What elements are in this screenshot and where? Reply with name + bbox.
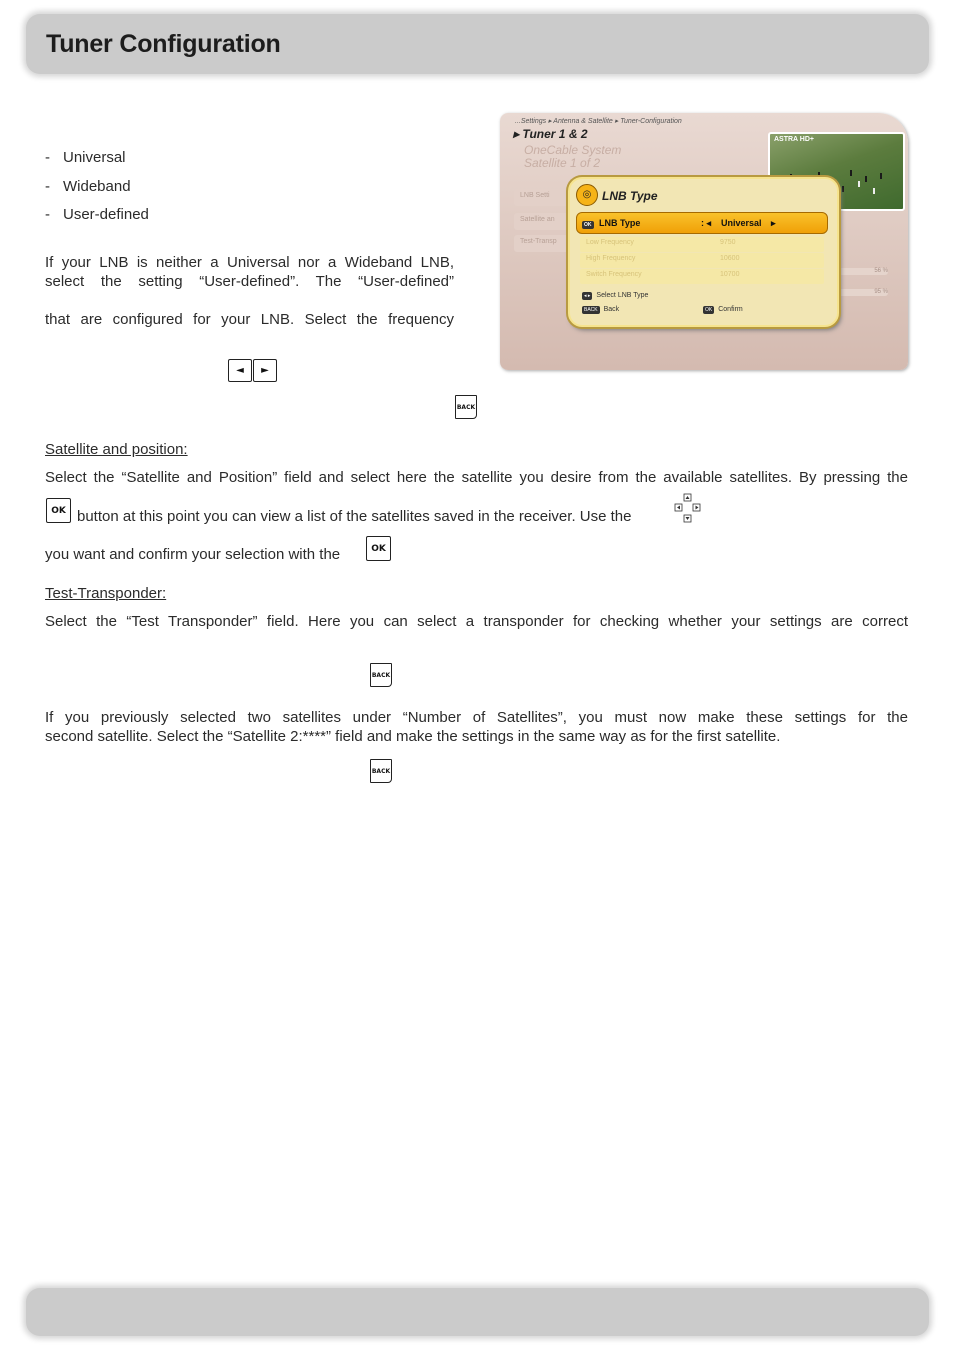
back-key-icon: BACK	[370, 759, 392, 783]
lnb-type-popup	[568, 177, 839, 327]
screenshot-menu-item: Test-Transp	[514, 235, 574, 252]
popup-title: LNB Type	[602, 189, 658, 203]
back-key-icon: BACK	[455, 395, 477, 419]
arrow-keys-icon: ◂ ▸	[584, 293, 591, 299]
hint-select: ◂ ▸ Select LNB Type	[584, 292, 649, 299]
screenshot-heading: ▸ Tuner 1 & 2	[513, 127, 588, 141]
switch-frequency-row: Switch Frequency 10700	[580, 269, 824, 284]
screenshot-menu-item: LNB Setti	[514, 189, 574, 206]
signal-strength-bar: 56 %	[838, 268, 888, 275]
low-frequency-row: Low Frequency 9750	[580, 237, 824, 252]
list-item: - User-defined	[45, 206, 149, 223]
back-badge-icon: BACK	[584, 307, 598, 313]
header-bar	[26, 14, 929, 74]
paragraph-line: that are configured for your LNB. Select the frequency	[45, 311, 454, 328]
satellite-dish-icon: ◎	[576, 184, 598, 206]
lnb-type-value: Universal	[721, 218, 762, 228]
paragraph-line: If you previously selected two satellites under “Number of Satellites”, you must now make these settings for the	[45, 709, 908, 726]
paragraph-line: Select the “Test Transponder” field. Here you can select a transponder for checking whether your settings are correct	[45, 613, 908, 630]
paragraph-line: Select the “Satellite and Position” field and select here the satellite you desire from the available satellites. By pressing the	[45, 469, 908, 486]
back-key-icon: BACK	[370, 663, 392, 687]
ok-key-icon: OK	[366, 536, 391, 561]
lnb-type-label: LNB Type	[599, 218, 641, 228]
high-frequency-row: High Frequency 10600	[580, 253, 824, 268]
screenshot-menu-item: Satellite an	[514, 213, 574, 230]
ok-badge-icon: OK	[705, 307, 713, 313]
hint-confirm: OK Confirm	[705, 306, 743, 313]
right-arrow-key-icon: ►	[253, 359, 277, 382]
lnb-type-selector[interactable]	[576, 212, 828, 234]
screenshot-system: OneCable System	[524, 143, 622, 157]
hint-back: BACK Back	[584, 306, 620, 313]
screenshot-breadcrumb: ...Settings ▸ Antenna & Satellite ▸ Tuner-Configuration	[515, 118, 682, 125]
screenshot-satellite: Satellite 1 of 2	[524, 156, 601, 170]
paragraph-line: If your LNB is neither a Universal nor a Wideband LNB,	[45, 254, 454, 271]
left-arrow-key-icon: ◄	[228, 359, 252, 382]
ok-badge-icon: OK	[584, 222, 592, 228]
signal-quality-bar: 95 %	[838, 289, 888, 296]
paragraph-line: you want and confirm your selection with the	[45, 546, 341, 563]
chevron-right-icon: ▸	[771, 218, 776, 228]
page-title: Tuner Configuration	[46, 30, 281, 58]
list-item: - Wideband	[45, 178, 131, 195]
ok-key-icon: OK	[46, 498, 71, 523]
list-item: - Universal	[45, 149, 126, 166]
section-heading-satellite: Satellite and position:	[45, 441, 188, 458]
footer-bar	[26, 1288, 929, 1336]
paragraph-line: button at this point you can view a list of the satellites saved in the receiver. Use the	[77, 508, 632, 525]
paragraph-line: second satellite. Select the “Satellite 2:****” field and make the settings in the same way as for the first satellite.	[45, 728, 781, 745]
dpad-icon	[674, 493, 702, 523]
paragraph-line: select the setting “User-defined”. The “User-defined”	[45, 273, 454, 290]
tuner-config-screenshot	[500, 113, 908, 370]
channel-name: ASTRA HD+	[774, 136, 814, 143]
section-heading-test-transponder: Test-Transponder:	[45, 585, 167, 602]
chevron-left-icon: : ◂	[701, 218, 712, 228]
